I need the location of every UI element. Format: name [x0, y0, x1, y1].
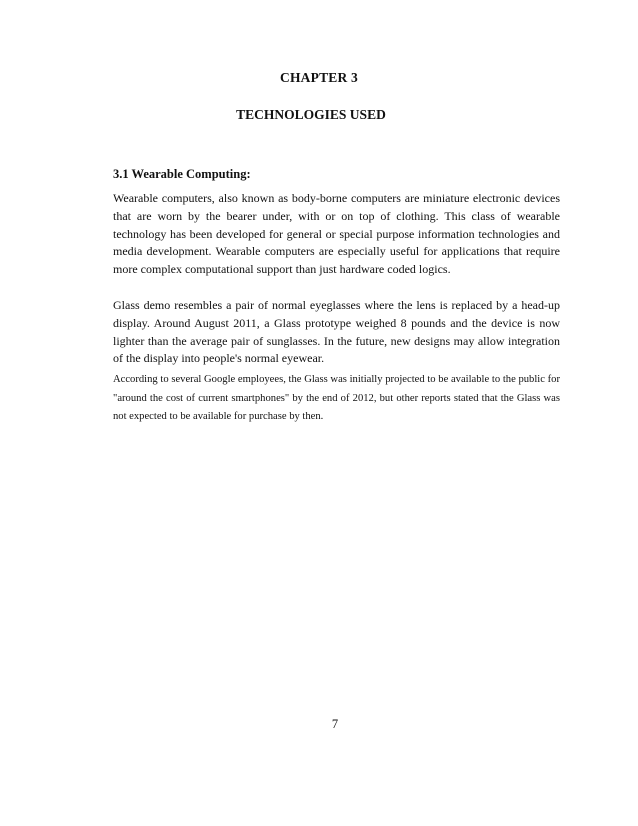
chapter-label: CHAPTER 3 [280, 70, 358, 85]
paragraph-glass-demo: Glass demo resembles a pair of normal eyeglasses where the lens is replaced by a head-up display. Around August 2011, a Glass prototype weighed 8 pounds and the device is now lighter than the average pair of sunglasses. In the future, new designs may allow integration of the display into people's normal eyewear. [113, 298, 560, 366]
section-heading: 3.1 Wearable Computing: [113, 167, 251, 181]
chapter-title: TECHNOLOGIES USED [236, 107, 386, 122]
paragraph-glass-availability: According to several Google employees, the Glass was initially projected to be available to the public for "around the cost of current smartphones" by the end of 2012, but other reports stated that the Glass was not expected to be available for purchase by then. [113, 374, 560, 422]
page-number: 7 [331, 717, 339, 731]
paragraph-wearable-computers: Wearable computers, also known as body-borne computers are miniature electronic devices that are worn by the bearer under, with or on top of clothing. This class of wearable technology has been developed for general or special purpose information technologies and media development. Wearable computers are especially useful for applications that require more complex computational support than just hardware coded logics. [113, 191, 560, 277]
